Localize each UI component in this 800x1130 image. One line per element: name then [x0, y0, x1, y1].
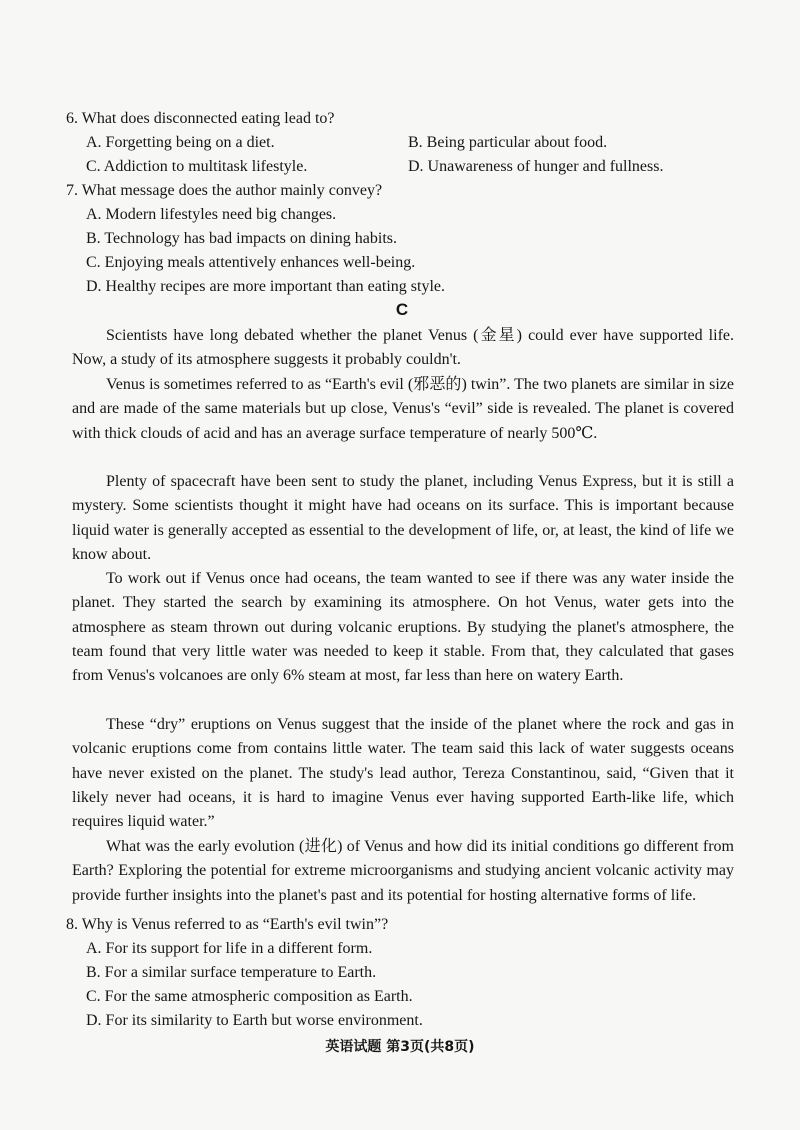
passage-paragraph-5: These “dry” eruptions on Venus suggest that the inside of the planet where the rock and gas in volcanic eruptions come from contains little water. The team said this lack of water suggests oceans have never existed on the planet. The study's lead author, Tereza Constantinou, said, “Given that it likely never had oceans, it is hard to imagine Venus ever having supported Earth-like life, which requires liquid water.”	[72, 716, 734, 831]
section-c-heading: C	[395, 300, 409, 319]
question-7-option-d: D. Healthy recipes are more important than eating style.	[86, 278, 445, 295]
page-footer: 英语试题 第3页(共8页)	[325, 1039, 475, 1055]
passage-paragraph-2: Venus is sometimes referred to as “Earth's evil (邪恶的) twin”. The two planets are similar in size and are made of the same materials but up close, Venus's “evil” side is revealed. The planet is covered with thick clouds of acid and has an average surface temperature of nearly 500℃.	[72, 376, 734, 442]
passage-paragraph-4: To work out if Venus once had oceans, the team wanted to see if there was any water inside the planet. They started the search by examining its atmosphere. On hot Venus, water gets into the atmosphere as steam thrown out during volcanic eruptions. By studying the planet's atmosphere, the team found that very little water was needed to keep it stable. From that, they calculated that gases from Venus's volcanoes are only 6% steam at most, far less than here on watery Earth.	[72, 570, 734, 685]
question-8-option-c: C. For the same atmospheric composition as Earth.	[86, 988, 413, 1005]
question-7-option-b: B. Technology has bad impacts on dining habits.	[86, 230, 397, 247]
question-6-option-c: C. Addiction to multitask lifestyle.	[86, 158, 308, 175]
question-8-option-b: B. For a similar surface temperature to Earth.	[86, 964, 377, 981]
question-8-stem: 8. Why is Venus referred to as “Earth's evil twin”?	[66, 916, 389, 933]
passage-paragraph-6: What was the early evolution (进化) of Venus and how did its initial conditions go different from Earth? Exploring the potential for extreme microorganisms and studying ancient volcanic activity may provide further insights into the planet's past and its potential for hosting alternative forms of life.	[72, 838, 734, 904]
passage-paragraph-1: Scientists have long debated whether the planet Venus (金星) could ever have supported life. Now, a study of its atmosphere suggests it probably couldn't.	[72, 327, 734, 369]
question-8-option-d: D. For its similarity to Earth but worse environment.	[86, 1012, 423, 1029]
question-7-stem: 7. What message does the author mainly convey?	[66, 182, 383, 199]
question-6-option-b: B. Being particular about food.	[408, 134, 608, 151]
question-8-option-a: A. For its support for life in a different form.	[86, 940, 373, 957]
question-6-option-d: D. Unawareness of hunger and fullness.	[408, 158, 664, 175]
question-6-option-a: A. Forgetting being on a diet.	[86, 134, 275, 151]
passage-paragraph-3: Plenty of spacecraft have been sent to study the planet, including Venus Express, but it is still a mystery. Some scientists thought it might have had oceans on its surface. This is important because liquid water is generally accepted as essential to the development of life, or, at least, the kind of life we know about.	[72, 473, 734, 563]
question-6-stem: 6. What does disconnected eating lead to?	[66, 110, 335, 127]
question-7-option-c: C. Enjoying meals attentively enhances well-being.	[86, 254, 416, 271]
question-7-option-a: A. Modern lifestyles need big changes.	[86, 206, 337, 223]
